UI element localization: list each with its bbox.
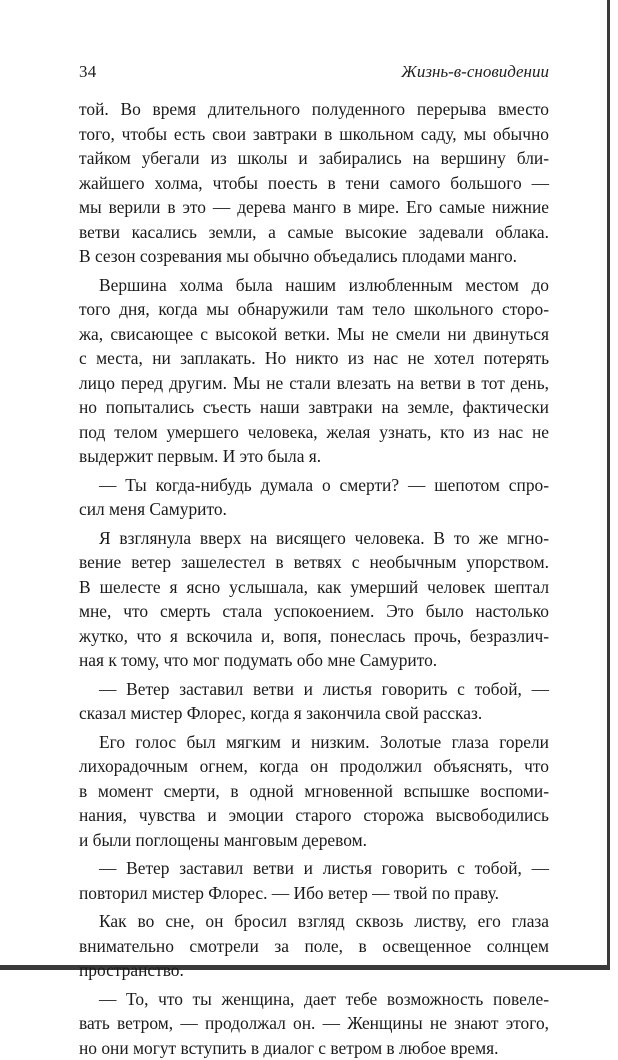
text-line: вать ветром, — продолжал он. — Женщины не знают этого,: [79, 1011, 549, 1036]
text-line: жайшего холма, чтобы поесть в тени самого большого —: [79, 171, 549, 196]
text-line: повторил мистер Флорес. — Ибо ветер — твой по праву.: [79, 881, 549, 906]
text-line: ветви касались земли, а самые высокие задевали облака.: [79, 220, 549, 245]
text-line: Вершина холма была нашим излюбленным местом до: [79, 273, 549, 298]
text-line: сил меня Самурито.: [79, 497, 549, 522]
text-line: мне, что смерть стала успокоением. Это было настолько: [79, 599, 549, 624]
text-line: но попытались съесть наши завтраки на земле, фактически: [79, 395, 549, 420]
body-text: [79, 97, 549, 1060]
text-line: Как во сне, он бросил взгляд сквозь листву, его глаза: [79, 909, 549, 934]
text-line: жа, свисающее с высокой ветки. Мы не смели ни двинуться: [79, 322, 549, 347]
text-line: В шелесте я ясно услышала, как умерший человек шептал: [79, 575, 549, 600]
text-line: пространство.: [79, 958, 549, 983]
text-line: той. Во время длительного полуденного перерыва вместо: [79, 97, 549, 122]
text-line: Я взглянула вверх на висящего человека. В то же мгно-: [79, 526, 549, 551]
text-line: но они могут вступить в диалог с ветром в любое время.: [79, 1036, 549, 1060]
text-line: под телом умершего человека, желая узнать, кто из нас не: [79, 420, 549, 445]
text-line: и были поглощены манговым деревом.: [79, 828, 549, 853]
text-line: внимательно смотрели за поле, в освещенное солнцем: [79, 934, 549, 959]
text-line: ная к тому, что мог подумать обо мне Самурито.: [79, 648, 549, 673]
text-line: вение ветер зашелестел в ветвях с необычным упорством.: [79, 550, 549, 575]
text-line: сказал мистер Флорес, когда я закончила свой рассказ.: [79, 701, 549, 726]
text-line: того дня, когда мы обнаружили там тело школьного сторо-: [79, 297, 549, 322]
running-title: Жизнь-в-сновидении: [401, 62, 549, 82]
text-line: с места, ни заплакать. Но никто из нас не хотел потерять: [79, 346, 549, 371]
text-line: лихорадочным огнем, когда он продолжил объяснять, что: [79, 754, 549, 779]
text-line: лицо перед другим. Мы не стали влезать на ветви в тот день,: [79, 371, 549, 396]
text-line: выдержит первым. И это была я.: [79, 444, 549, 469]
text-line: того, чтобы есть свои завтраки в школьном саду, мы обычно: [79, 122, 549, 147]
text-line: — Ты когда-нибудь думала о смерти? — шепотом спро-: [79, 473, 549, 498]
text-line: жутко, что я вскочила и, вопя, понеслась прочь, безразлич-: [79, 624, 549, 649]
page-number: 34: [79, 62, 97, 82]
text-line: — То, что ты женщина, дает тебе возможность повеле-: [79, 987, 549, 1012]
text-line: Его голос был мягким и низким. Золотые глаза горели: [79, 730, 549, 755]
page-header: [79, 62, 549, 86]
text-line: тайком убегали из школы и забирались на вершину бли-: [79, 146, 549, 171]
text-line: нания, чувства и эмоции старого сторожа высвободились: [79, 803, 549, 828]
text-line: — Ветер заставил ветви и листья говорить с тобой, —: [79, 677, 549, 702]
text-line: — Ветер заставил ветви и листья говорить с тобой, —: [79, 856, 549, 881]
text-line: В сезон созревания мы обычно объедались плодами манго.: [79, 244, 549, 269]
text-line: мы верили в это — дерева манго в мире. Его самые нижние: [79, 195, 549, 220]
text-line: в момент смерти, в одной мгновенной вспышке воспоми-: [79, 779, 549, 804]
